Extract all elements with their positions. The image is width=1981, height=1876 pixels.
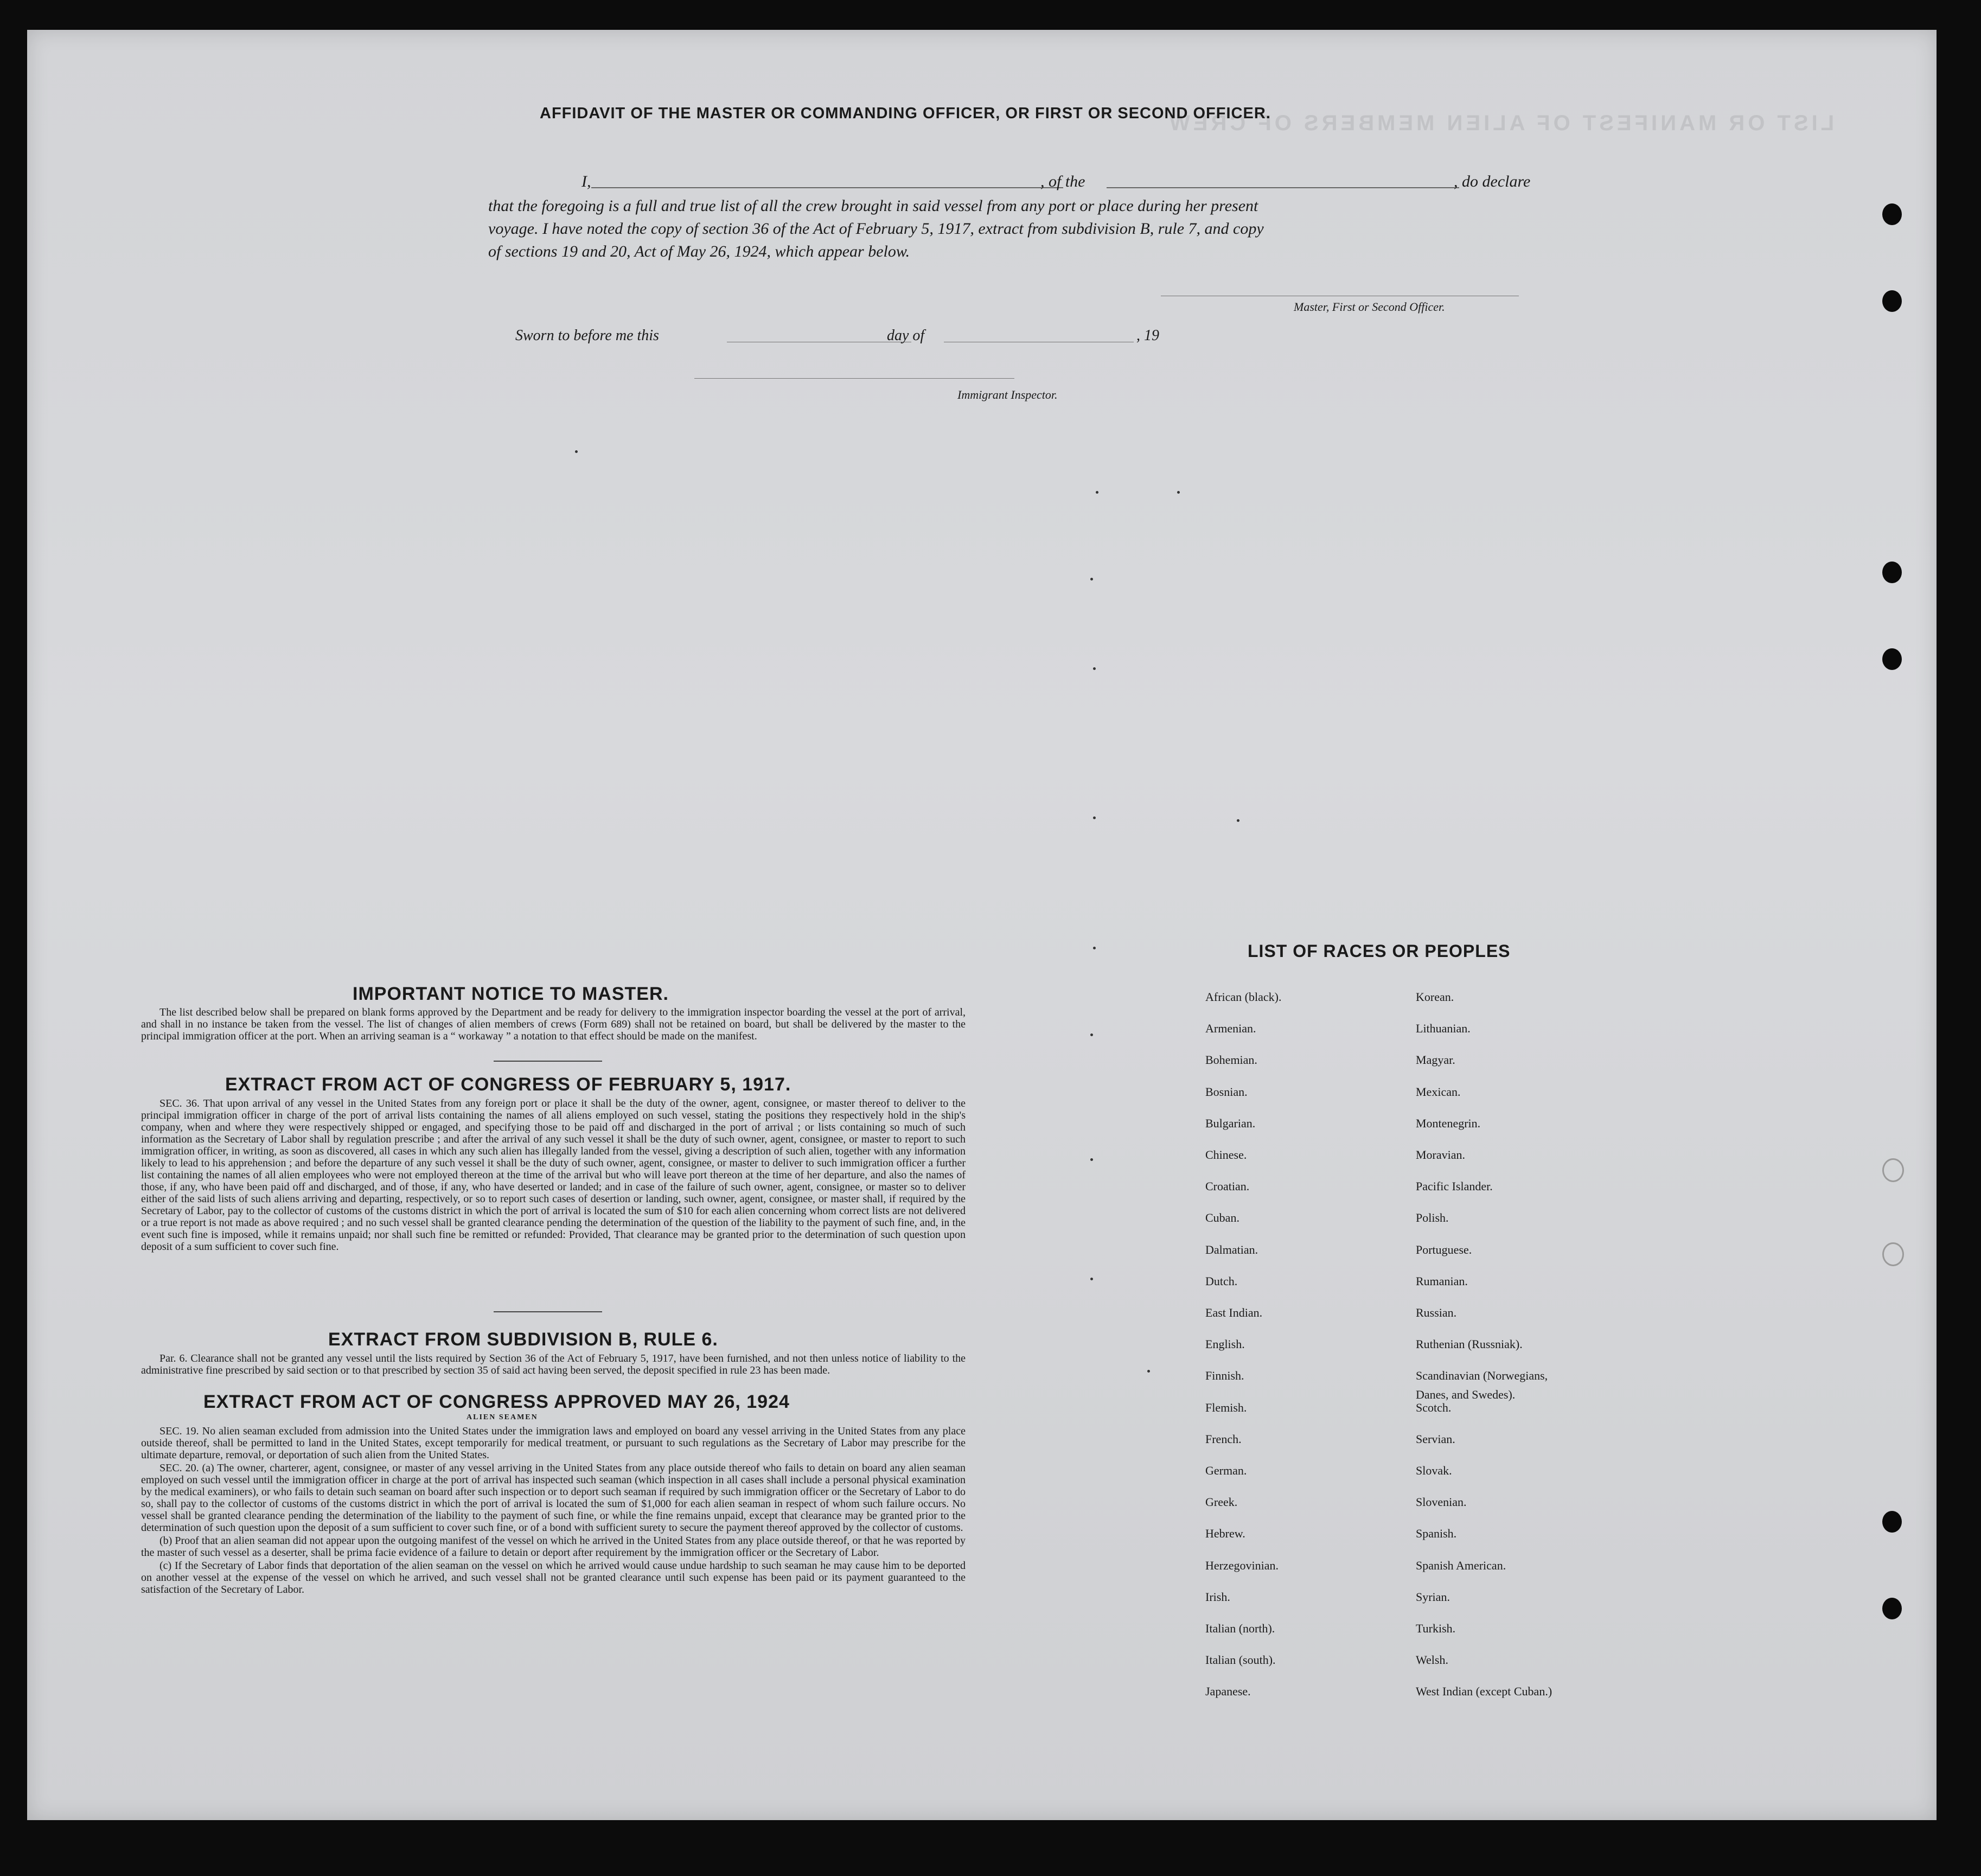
- print-dot: [1147, 1370, 1150, 1373]
- race-item: Italian (north).: [1205, 1622, 1275, 1635]
- punch-hole: [1882, 561, 1902, 583]
- race-item: Servian.: [1416, 1432, 1455, 1446]
- race-item: Polish.: [1416, 1211, 1449, 1225]
- section-20c-paragraph: (c) If the Secretary of Labor finds that deportation of the alien seaman on the vessel on which he arrived would cause undue hardship to such seaman he may cause him to be deported on another vessel at the expense of the vessel on which he arrived, and such vessel shall not be granted clearance until such expense has been paid or its payment guaranteed to the satisfaction of the Secretary of Labor.: [141, 1560, 966, 1596]
- race-item: Pacific Islander.: [1416, 1179, 1493, 1194]
- print-dot: [575, 450, 578, 453]
- print-dot: [1096, 491, 1098, 494]
- race-item: Dutch.: [1205, 1274, 1238, 1288]
- race-item: Slovenian.: [1416, 1495, 1467, 1509]
- race-item: Scandinavian (Norwegians,: [1416, 1369, 1548, 1383]
- affidavit-do-declare: , do declare: [1454, 173, 1531, 190]
- notice-title: IMPORTANT NOTICE TO MASTER.: [353, 984, 669, 1004]
- race-item: Hebrew.: [1205, 1527, 1245, 1541]
- section-20b-paragraph: (b) Proof that an alien seaman did not appear upon the outgoing manifest of the vessel on which he arrived in the United States from any place outside thereof, or that he was reported by the master of such vessel as a deserter, shall be prima facie evidence of a failure to detain or deport after requirement by the immigration officer or the Secretary of Labor.: [141, 1535, 966, 1559]
- vessel-blank: [1107, 187, 1459, 188]
- race-item: Bulgarian.: [1205, 1116, 1256, 1130]
- affidavit-line-4: of sections 19 and 20, Act of May 26, 1924, which appear below.: [488, 243, 910, 260]
- race-item: French.: [1205, 1432, 1242, 1446]
- race-item: Japanese.: [1205, 1684, 1251, 1699]
- name-blank: [591, 187, 1063, 188]
- race-item: Ruthenian (Russniak).: [1416, 1337, 1523, 1351]
- document-sheet: [27, 30, 1937, 1820]
- race-item: Portuguese.: [1416, 1242, 1472, 1256]
- print-dot: [1090, 1033, 1093, 1036]
- race-item: Bohemian.: [1205, 1053, 1257, 1067]
- print-dot: [1093, 947, 1096, 949]
- race-item: Moravian.: [1416, 1148, 1466, 1162]
- race-item: Lithuanian.: [1416, 1022, 1471, 1036]
- race-item: Dalmatian.: [1205, 1242, 1258, 1256]
- punch-hole-ring: [1882, 1158, 1904, 1182]
- affidavit-title: AFFIDAVIT OF THE MASTER OR COMMANDING OFFICER, OR FIRST OR SECOND OFFICER.: [540, 105, 1271, 122]
- inspector-signature-line: [694, 378, 1014, 379]
- affidavit-of-the: , of the: [1040, 173, 1085, 190]
- affidavit-line-2: that the foregoing is a full and true list of all the crew brought in said vessel from any port or place during her present: [488, 197, 1258, 215]
- race-item: Irish.: [1205, 1590, 1230, 1604]
- inspector-signature-label: Immigrant Inspector.: [957, 388, 1058, 401]
- bleed-through-text: LIST OR MANIFEST OF ALIEN MEMBERS OF CREW: [1166, 111, 1835, 135]
- race-item: Welsh.: [1416, 1653, 1448, 1667]
- section-36-paragraph: SEC. 36. That upon arrival of any vessel in the United States from any foreign port or place it shall be the duty of the owner, agent, consignee, or master thereof to deliver to the principal immigration officer in charge of the port of arrival lists containing the names of all aliens employed on such vessel, stating the positions they respectively hold in the ship's company, when and where they were respectively shipped or engaged, and specifying those to be paid off and discharged in the port of arrival ; or lists containing so much of such information as the Secretary of Labor shall by regulation prescribe ; and after the arrival of any such vessel it shall be the duty of such owner, agent, consignee, or master to report to such immigration officer, in writing, as soon as discovered, all cases in which any such alien has illegally landed from the vessel, giving a description of such alien, together with any information likely to lead to his apprehension ; and before the departure of any such vessel it shall be the duty of such owner, agent, consignee, or master to deliver to such immigration officer a further list containing the names of all alien employees who were not employed thereon at the time of the arrival but who will leave port thereon at the time of her departure, and also the names of those, if any, who have been paid off and discharged, and of those, if any, who have deserted or landed; and in case of the failure of such owner, agent, consignee, or master so to deliver either of the said lists of such aliens arriving and departing, respectively, or so to report such cases of desertion or landing, such owner, agent, consignee, or master shall, if required by the Secretary of Labor, pay to the collector of customs of the customs district in which the port of arrival is located the sum of $10 for each alien concerning whom correct lists are not delivered or a true report is not made as above required ; and no such vessel shall be granted clearance pending the determination of the question of the liability to the payment of such fine, and, in the event such fine is imposed, while it remains unpaid; nor shall such fine be remitted or refunded: Provided, That clearance may be granted prior to the determination of such question upon deposit of a sum sufficient to cover such fine.: [141, 1097, 966, 1253]
- race-item: Finnish.: [1205, 1369, 1244, 1383]
- print-dot: [1093, 667, 1096, 670]
- day-of-label: day of: [887, 327, 925, 344]
- section-divider: [494, 1311, 602, 1312]
- punch-hole-ring: [1882, 1242, 1904, 1266]
- rule-6-title: EXTRACT FROM SUBDIVISION B, RULE 6.: [328, 1329, 718, 1350]
- print-dot: [1177, 491, 1180, 494]
- race-item: German.: [1205, 1464, 1247, 1477]
- section-20a-paragraph: SEC. 20. (a) The owner, charterer, agent, consignee, or master of any vessel arriving in the United States from any place outside thereof who fails to detain on board any alien seaman employed on such vessel until the immigration officer in charge at the port of arrival has inspected such seaman (which inspection in all cases shall include a personal physical examination by the medical examiners), or who fails to detain such seaman on board after such inspection or to deport such seaman if required by such immigration officer or the Secretary of Labor to do so, shall pay to the collector of customs of the customs district in which the port of arrival is located the sum of $1,000 for each alien seaman in respect of whom such failure occurs. No vessel shall be granted clearance pending the determination of the liability to the payment of such fine, or while the fine remains unpaid, except that clearance may be granted prior to the determination of such question upon the deposit of a sum sufficient to cover such fine, or of a bond with sufficient surety to secure the payment thereof approved by the collector of customs.: [141, 1462, 966, 1534]
- print-dot: [1090, 578, 1093, 580]
- punch-hole: [1882, 290, 1902, 312]
- section-divider: [494, 1061, 602, 1062]
- print-dot: [1090, 1158, 1093, 1161]
- race-item: East Indian.: [1205, 1306, 1263, 1319]
- sworn-label: Sworn to before me this: [515, 327, 659, 344]
- race-item: Montenegrin.: [1416, 1116, 1481, 1130]
- race-item: Cuban.: [1205, 1211, 1239, 1225]
- punch-hole: [1882, 203, 1902, 225]
- affidavit-line-3: voyage. I have noted the copy of section 36 of the Act of February 5, 1917, extract from subdivision B, rule 7, and copy: [488, 220, 1264, 238]
- races-title: LIST OF RACES OR PEOPLES: [1248, 941, 1511, 961]
- notice-text: [141, 1006, 966, 1043]
- race-item: West Indian (except Cuban.): [1416, 1684, 1552, 1699]
- race-item: Spanish.: [1416, 1527, 1457, 1541]
- race-item: Turkish.: [1416, 1622, 1456, 1635]
- rule-6-text: [141, 1352, 966, 1377]
- race-item: Korean.: [1416, 990, 1454, 1004]
- race-item: Croatian.: [1205, 1179, 1250, 1194]
- race-item: Chinese.: [1205, 1148, 1247, 1162]
- race-item: Russian.: [1416, 1306, 1457, 1319]
- race-item: Slovak.: [1416, 1464, 1452, 1477]
- race-item: Spanish American.: [1416, 1558, 1506, 1572]
- extract-1917-text: [141, 1097, 966, 1254]
- affidavit-i: I,: [581, 173, 591, 190]
- race-item: English.: [1205, 1337, 1245, 1351]
- race-item: Bosnian.: [1205, 1084, 1248, 1099]
- race-item: Scotch.: [1416, 1400, 1452, 1414]
- punch-hole: [1882, 1511, 1902, 1533]
- race-scandinavian-continuation: Danes, and Swedes).: [1416, 1388, 1516, 1401]
- extract-1917-title: EXTRACT FROM ACT OF CONGRESS OF FEBRUARY 5, 1917.: [225, 1074, 791, 1095]
- race-item: African (black).: [1205, 990, 1282, 1004]
- alien-seamen-subtitle: ALIEN SEAMEN: [467, 1413, 538, 1421]
- print-dot: [1237, 819, 1239, 822]
- section-19-paragraph: SEC. 19. No alien seaman excluded from admission into the United States under the immigration laws and employed on board any vessel arriving in the United States from any place outside thereof, shall be permitted to land in the United States, except temporarily for medical treatment, or pursuant to such regulations as the Secretary of Labor may prescribe for the ultimate departure, removal, or deportation of such alien from the United States.: [141, 1425, 966, 1461]
- race-item: Syrian.: [1416, 1590, 1450, 1604]
- year-label: , 19: [1136, 327, 1159, 344]
- race-item: Herzegovinian.: [1205, 1558, 1279, 1572]
- race-item: Rumanian.: [1416, 1274, 1468, 1288]
- print-dot: [1090, 1278, 1093, 1280]
- punch-hole: [1882, 1598, 1902, 1619]
- extract-1924-text: [141, 1425, 966, 1597]
- extract-1924-title: EXTRACT FROM ACT OF CONGRESS APPROVED MAY 26, 1924: [203, 1392, 790, 1412]
- race-item: Magyar.: [1416, 1053, 1455, 1067]
- master-signature-label: Master, First or Second Officer.: [1294, 300, 1445, 314]
- race-item: Greek.: [1205, 1495, 1238, 1509]
- race-item: Italian (south).: [1205, 1653, 1276, 1667]
- punch-hole: [1882, 648, 1902, 670]
- notice-paragraph: The list described below shall be prepared on blank forms approved by the Department and be ready for delivery to the immigration inspector boarding the vessel at the port of arrival, and shall in no instance be taken from the vessel. The list of changes of alien members of crews (Form 689) shall not be retained on board, but shall be delivered by the master to the principal immigration officer at the port. When an arriving seaman is a “ workaway ” a notation to that effect should be made on the manifest.: [141, 1006, 966, 1042]
- race-item: Mexican.: [1416, 1084, 1461, 1099]
- race-item: Armenian.: [1205, 1022, 1256, 1036]
- race-item: Flemish.: [1205, 1400, 1247, 1414]
- print-dot: [1093, 816, 1096, 819]
- rule-6-paragraph: Par. 6. Clearance shall not be granted any vessel until the lists required by Section 36 of the Act of February 5, 1917, have been furnished, and not then unless notice of liability to the administrative fine prescribed by said section or to that prescribed by section 35 of said act having been served, the deposit specified in rule 23 has been made.: [141, 1352, 966, 1376]
